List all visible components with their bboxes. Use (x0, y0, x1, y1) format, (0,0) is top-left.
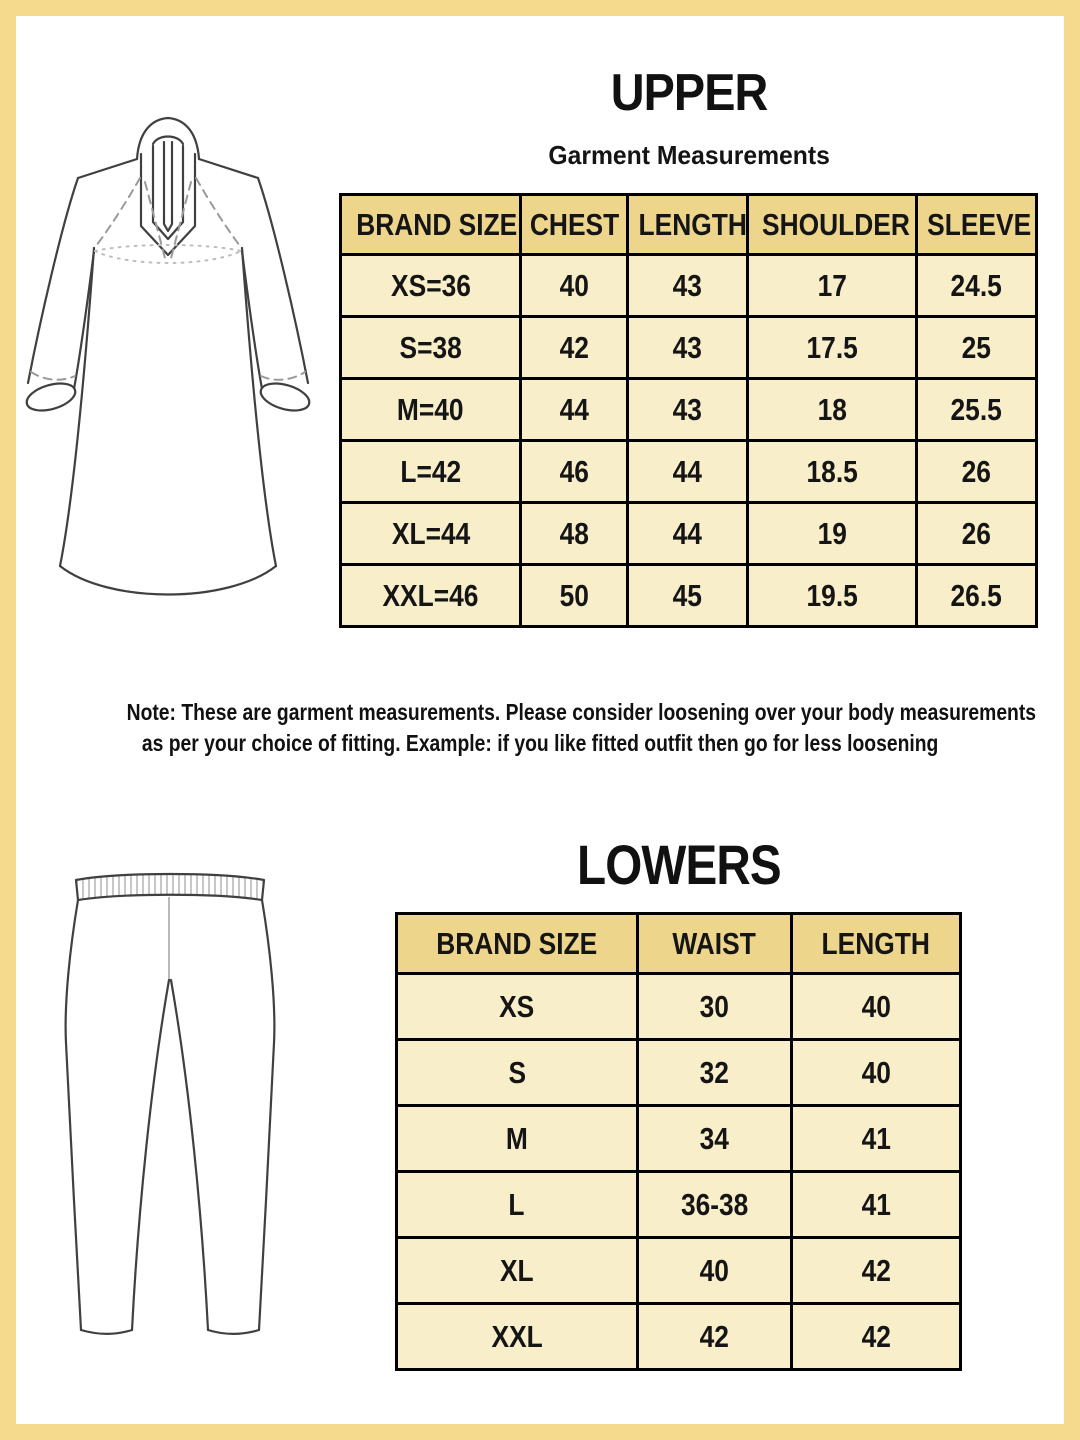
table-row (341, 255, 1037, 317)
measurement-cell: 42 (637, 1304, 791, 1370)
measurement-cell: 41 (791, 1172, 960, 1238)
header-row (397, 914, 961, 974)
column-header: CHEST (521, 195, 627, 255)
header-row (341, 195, 1037, 255)
column-header: WAIST (637, 914, 791, 974)
measurement-cell: 41 (791, 1106, 960, 1172)
measurement-cell: 44 (521, 379, 627, 441)
size-label-cell: S=38 (341, 317, 521, 379)
measurement-cell: 17 (748, 255, 916, 317)
size-label-cell: XXL (397, 1304, 638, 1370)
measurement-cell: 18.5 (748, 441, 916, 503)
table-row (341, 379, 1037, 441)
table-row (341, 317, 1037, 379)
measurement-cell: 46 (521, 441, 627, 503)
measurement-cell: 18 (748, 379, 916, 441)
size-label-cell: L (397, 1172, 638, 1238)
leggings-outline-illustration (20, 853, 350, 1413)
size-label-cell: XL=44 (341, 503, 521, 565)
lowers-title-text: LOWERS (576, 833, 781, 896)
kurta-solid-lines (24, 118, 313, 595)
table-row (397, 1238, 961, 1304)
column-header: BRAND SIZE (341, 195, 521, 255)
lowers-size-table (395, 912, 962, 1371)
measurement-cell: 26 (916, 503, 1036, 565)
upper-section-title (339, 66, 1039, 121)
measurement-cell: 25 (916, 317, 1036, 379)
measurement-cell: 34 (637, 1106, 791, 1172)
upper-subtitle-text: Garment Measurements (548, 140, 830, 170)
table-row (397, 1304, 961, 1370)
measurement-cell: 40 (521, 255, 627, 317)
measurement-note (40, 697, 1040, 759)
table-row (397, 1040, 961, 1106)
measurement-cell: 43 (627, 255, 747, 317)
leggings-lines (66, 874, 275, 1334)
table-row (341, 503, 1037, 565)
note-line-2: as per your choice of fitting. Example: if you like fitted outfit then go for less loosening (141, 730, 939, 756)
note-line-1: Note: These are garment measurements. Please consider loosening over your body measurements (126, 699, 1037, 725)
column-header: LENGTH (791, 914, 960, 974)
column-header: SHOULDER (748, 195, 916, 255)
table-row (397, 974, 961, 1040)
upper-size-table-grid (339, 193, 1038, 628)
table-row (341, 441, 1037, 503)
lowers-section-title (395, 833, 962, 896)
column-header: BRAND SIZE (397, 914, 638, 974)
measurement-cell: 24.5 (916, 255, 1036, 317)
kurta-seam-lines (31, 178, 305, 380)
measurement-cell: 19 (748, 503, 916, 565)
measurement-cell: 32 (637, 1040, 791, 1106)
table-row (397, 1172, 961, 1238)
measurement-cell: 42 (791, 1304, 960, 1370)
measurement-cell: 48 (521, 503, 627, 565)
column-header: SLEEVE (916, 195, 1036, 255)
measurement-cell: 19.5 (748, 565, 916, 627)
measurement-cell: 44 (627, 441, 747, 503)
measurement-cell: 26 (916, 441, 1036, 503)
measurement-cell: 43 (627, 379, 747, 441)
measurement-cell: 50 (521, 565, 627, 627)
kurta-outline-illustration (18, 96, 350, 666)
size-label-cell: S (397, 1040, 638, 1106)
measurement-cell: 40 (791, 1040, 960, 1106)
measurement-cell: 17.5 (748, 317, 916, 379)
measurement-cell: 40 (791, 974, 960, 1040)
measurement-cell: 42 (521, 317, 627, 379)
measurement-cell: 44 (627, 503, 747, 565)
measurement-cell: 36-38 (637, 1172, 791, 1238)
measurement-cell: 42 (791, 1238, 960, 1304)
measurement-cell: 43 (627, 317, 747, 379)
table-row (397, 1106, 961, 1172)
upper-section-subtitle (339, 140, 1039, 171)
measurement-cell: 26.5 (916, 565, 1036, 627)
column-header: LENGTH (627, 195, 747, 255)
table-row (341, 565, 1037, 627)
size-label-cell: XS (397, 974, 638, 1040)
measurement-cell: 45 (627, 565, 747, 627)
upper-title-text: UPPER (610, 64, 768, 122)
size-label-cell: M (397, 1106, 638, 1172)
size-label-cell: M=40 (341, 379, 521, 441)
upper-size-table (339, 193, 1038, 628)
measurement-cell: 30 (637, 974, 791, 1040)
size-label-cell: L=42 (341, 441, 521, 503)
lowers-size-table-grid (395, 912, 962, 1371)
size-label-cell: XS=36 (341, 255, 521, 317)
measurement-cell: 40 (637, 1238, 791, 1304)
size-label-cell: XL (397, 1238, 638, 1304)
size-label-cell: XXL=46 (341, 565, 521, 627)
measurement-cell: 25.5 (916, 379, 1036, 441)
